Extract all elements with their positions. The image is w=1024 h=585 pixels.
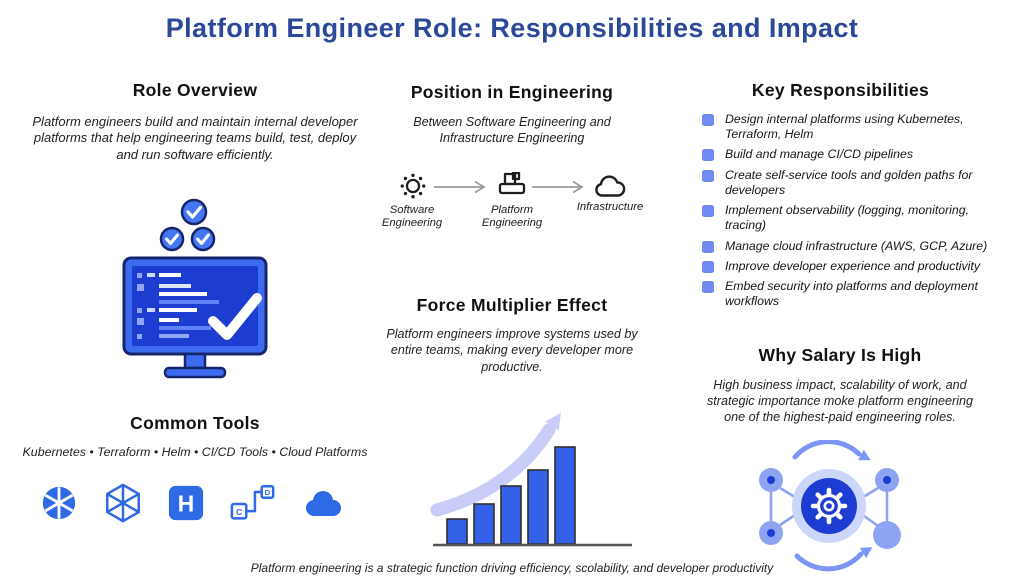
responsibility-text: Manage cloud infrastructure (AWS, GCP, Azure) bbox=[725, 238, 988, 253]
flow-label-infrastructure: Infrastructure bbox=[576, 201, 644, 213]
bullet-square-icon bbox=[702, 205, 714, 217]
cloud-icon bbox=[300, 486, 346, 520]
responsibility-text: Implement observability (logging, monitoring, tracing) bbox=[725, 203, 970, 233]
helm-icon bbox=[167, 484, 205, 522]
tool-icons-row bbox=[40, 478, 346, 528]
flow-label-software: Software Engineering bbox=[381, 204, 443, 230]
bullet-square-icon bbox=[702, 170, 714, 182]
force-multiplier-body: Platform engineers improve systems used by entire teams, making every developer more productive. bbox=[386, 327, 638, 374]
responsibility-text: Embed security into platforms and deployment workflows bbox=[725, 279, 978, 309]
infrastructure-cloud-icon bbox=[592, 174, 626, 200]
key-responsibilities-heading: Key Responsibilities bbox=[751, 80, 930, 100]
bullet-square-icon bbox=[702, 114, 714, 126]
growth-chart-icon bbox=[425, 388, 640, 553]
position-heading: Position in Engineering bbox=[410, 82, 614, 102]
responsibility-item bbox=[702, 259, 1004, 274]
software-gear-icon bbox=[399, 172, 427, 200]
bullet-square-icon bbox=[702, 281, 714, 293]
platform-automation-gear-icon bbox=[749, 440, 909, 572]
flow-arrow-icon bbox=[531, 180, 589, 194]
platform-stamp-icon bbox=[496, 172, 528, 198]
role-overview-heading: Role Overview bbox=[132, 80, 258, 100]
page-title: Platform Engineer Role: Responsibilities and Impact bbox=[165, 13, 859, 43]
responsibility-item bbox=[702, 239, 1004, 254]
responsibility-text: Design internal platforms using Kubernetes, Terraform, Helm bbox=[725, 112, 964, 142]
flow-arrow-icon bbox=[433, 180, 491, 194]
common-tools-heading: Common Tools bbox=[130, 413, 260, 433]
responsibility-text: Improve developer experience and productivity bbox=[725, 258, 980, 273]
flow-label-platform: Platform Engineering bbox=[481, 204, 543, 230]
why-salary-body: High business impact, scalability of work, and strategic importance moke platform engineering one of the highest-paid engineering roles. bbox=[707, 378, 973, 425]
key-responsibilities-list bbox=[702, 112, 1004, 310]
force-multiplier-heading: Force Multiplier Effect bbox=[416, 295, 608, 315]
kubernetes-icon bbox=[40, 484, 78, 522]
position-body: Between Software Engineering and Infrastructure Engineering bbox=[413, 115, 611, 146]
developer-platform-monitor-icon bbox=[110, 192, 280, 382]
svg-text:H: H bbox=[177, 490, 195, 517]
terraform-icon bbox=[102, 482, 144, 524]
responsibility-text: Build and manage CI/CD pipelines bbox=[725, 147, 913, 162]
footer-note: Platform engineering is a strategic function driving efficiency, scolability, and developer productivity bbox=[250, 561, 774, 575]
responsibility-item bbox=[702, 147, 1004, 162]
svg-text:D: D bbox=[264, 488, 270, 498]
common-tools-list: Kubernetes • Terraform • Helm • CI/CD Tools • Cloud Platforms bbox=[22, 445, 368, 459]
responsibility-item bbox=[702, 112, 1004, 142]
bullet-square-icon bbox=[702, 241, 714, 253]
responsibility-item bbox=[702, 168, 1004, 198]
responsibility-text: Create self-service tools and golden paths for developers bbox=[725, 167, 973, 197]
svg-text:C: C bbox=[235, 507, 242, 517]
cicd-icon bbox=[229, 482, 277, 524]
why-salary-heading: Why Salary Is High bbox=[758, 345, 922, 365]
role-overview-body: Platform engineers build and maintain internal developer platforms that help engineering teams build, test, deploy and run software efficiently. bbox=[32, 114, 358, 162]
bullet-square-icon bbox=[702, 149, 714, 161]
responsibility-item bbox=[702, 203, 1004, 233]
responsibility-item bbox=[702, 279, 1004, 309]
bullet-square-icon bbox=[702, 261, 714, 273]
